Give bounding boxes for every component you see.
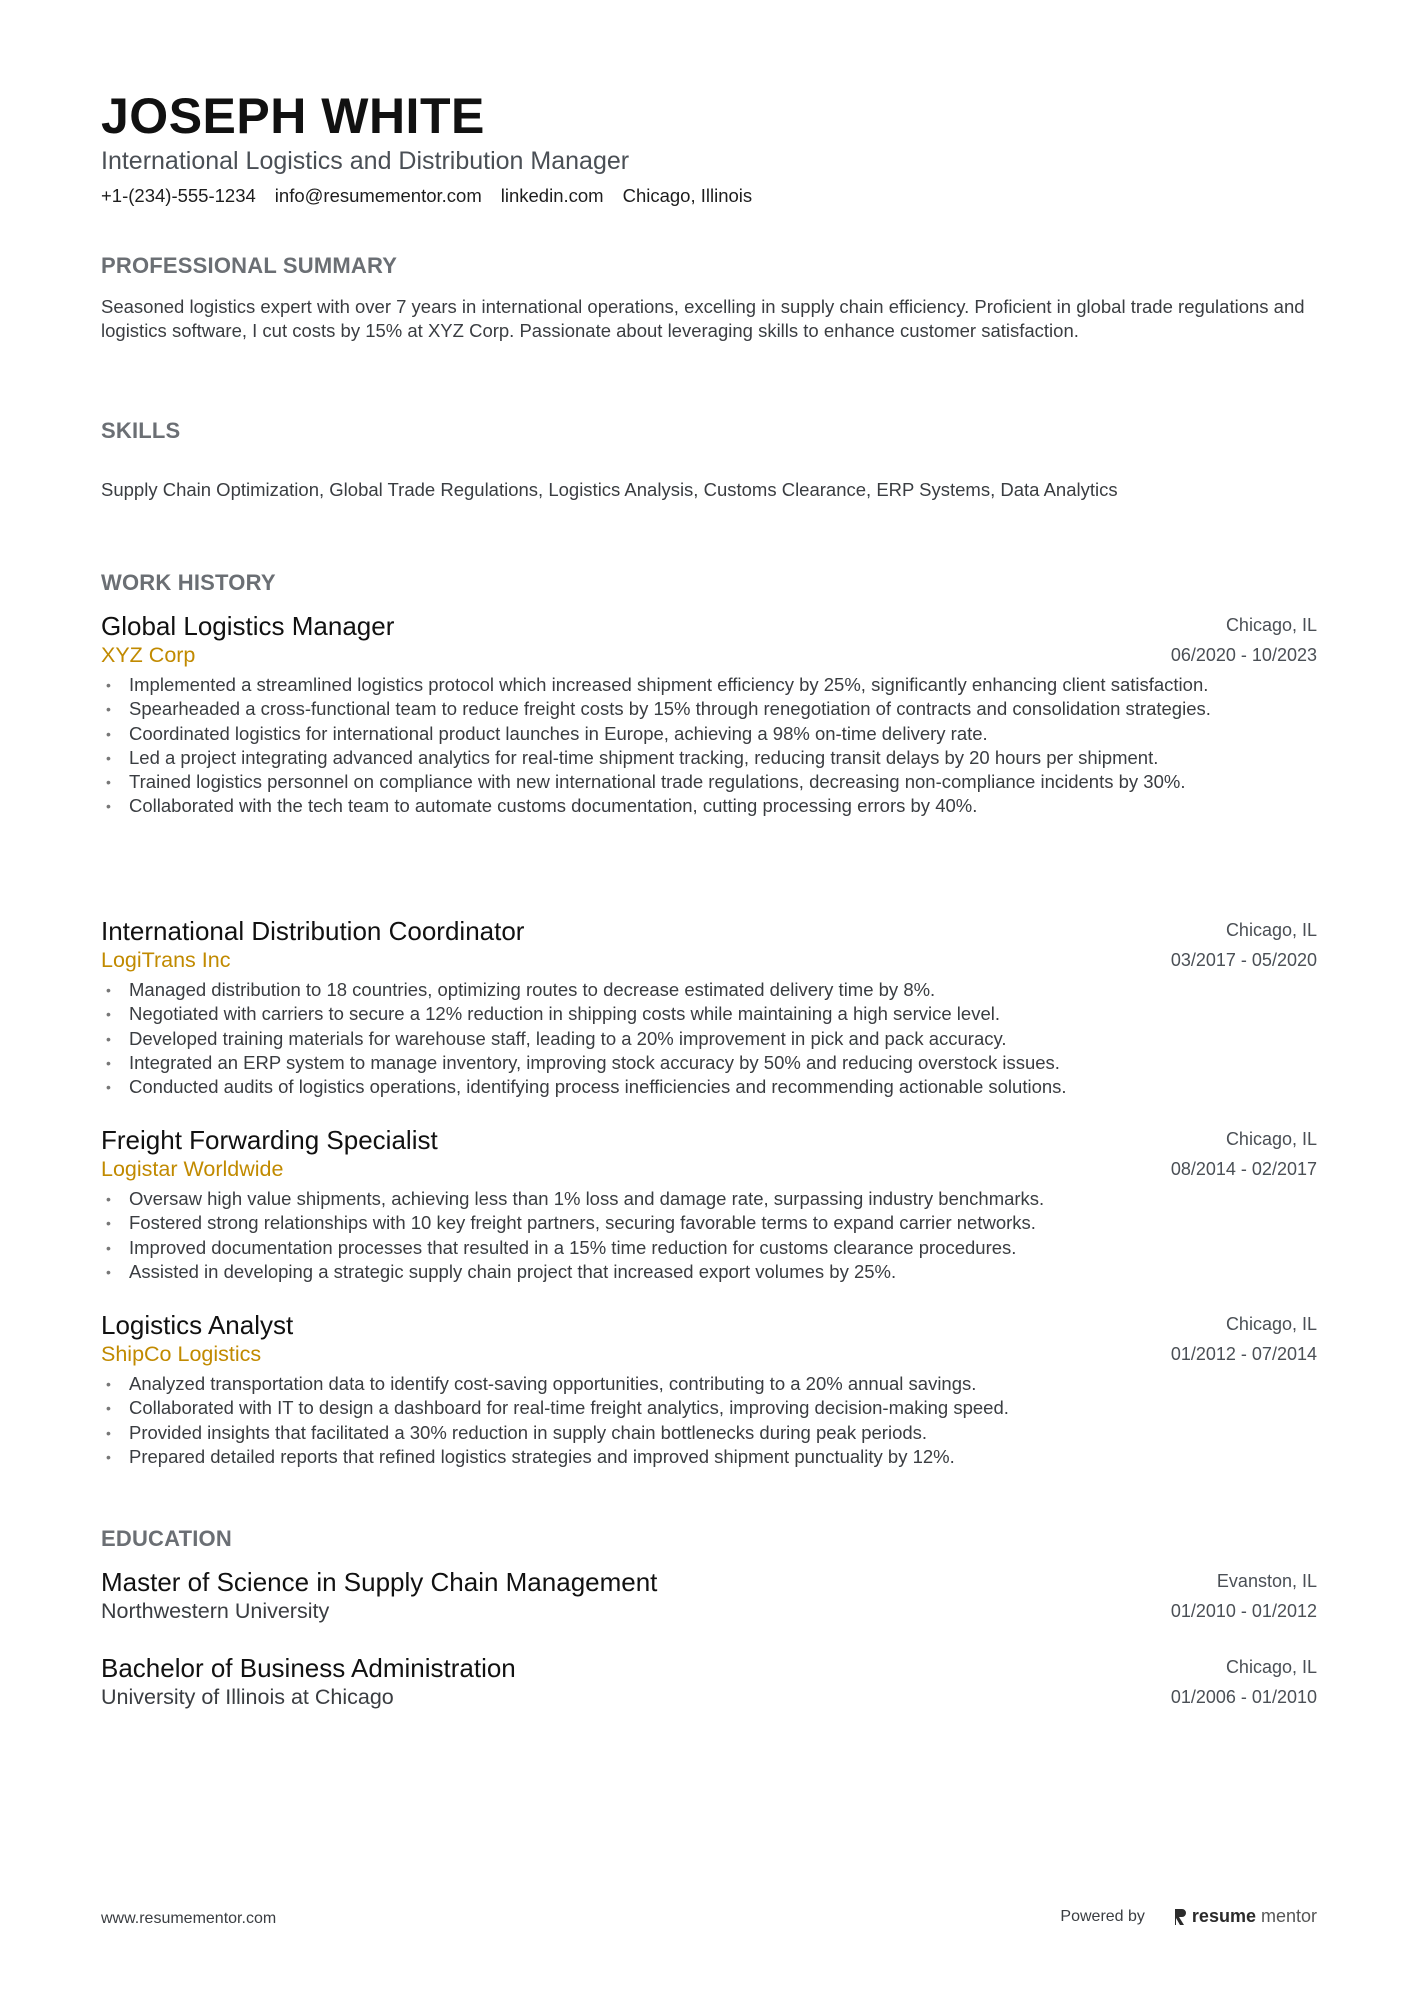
job-bullet: • Managed distribution to 18 countries, optimizing routes to decrease estimated delivery time by 8%.	[106, 979, 936, 1000]
job-bullets	[101, 978, 1317, 1099]
candidate-title: International Logistics and Distribution Manager	[101, 147, 630, 175]
edu-location: Evanston, IL	[1216, 1571, 1317, 1591]
job-bullet: • Prepared detailed reports that refined logistics strategies and improved shipment punctuality by 12%.	[106, 1445, 955, 1467]
job-bullets	[101, 1187, 1317, 1284]
job-bullet: • Trained logistics personnel on compliance with new international trade regulations, decreasing non-compliance incidents by 30%.	[106, 771, 1186, 793]
job-bullet: • Led a project integrating advanced analytics for real-time shipment tracking, reducing transit delays by 20 hours per shipment.	[106, 746, 1159, 768]
summary-heading: PROFESSIONAL SUMMARY	[101, 253, 398, 278]
education-heading: EDUCATION	[101, 1526, 232, 1551]
job-entry	[101, 1125, 1317, 1284]
contact-location: Chicago, Illinois	[622, 185, 753, 206]
job-dates: 08/2014 - 02/2017	[1170, 1158, 1317, 1179]
job-title: Global Logistics Manager	[101, 611, 395, 641]
contact-line	[101, 184, 752, 208]
job-bullet: • Negotiated with carriers to secure a 12% reduction in shipping costs while maintaining a high service level.	[106, 1003, 1000, 1025]
education-entry	[101, 1567, 1317, 1625]
job-company: Logistar Worldwide	[101, 1157, 284, 1181]
job-meta	[1171, 916, 1317, 975]
job-bullets	[101, 1372, 1317, 1469]
job-bullet: • Conducted audits of logistics operations, identifying process inefficiencies and recommending actionable solutions.	[106, 1076, 1067, 1098]
footer-branding	[1060, 1906, 1317, 1927]
skills-heading: SKILLS	[101, 418, 181, 443]
job-dates: 03/2017 - 05/2020	[1170, 949, 1317, 970]
candidate-name: JOSEPH WHITE	[101, 88, 485, 144]
job-bullet: • Spearheaded a cross-functional team to reduce freight costs by 15% through renegotiation of contracts and consolidation strategies.	[106, 698, 1211, 720]
job-entry	[101, 1310, 1317, 1469]
job-dates: 01/2012 - 07/2014	[1170, 1343, 1317, 1364]
edu-dates: 01/2006 - 01/2010	[1170, 1686, 1317, 1707]
job-bullet: • Analyzed transportation data to identify cost-saving opportunities, contributing to a 20% annual savings.	[106, 1373, 977, 1394]
job-bullet: • Integrated an ERP system to manage inventory, improving stock accuracy by 50% and reducing overstock issues.	[106, 1051, 1060, 1073]
job-meta	[1171, 1310, 1317, 1369]
job-location: Chicago, IL	[1225, 920, 1317, 940]
job-company: LogiTrans Inc	[101, 948, 231, 972]
job-company: ShipCo Logistics	[101, 1342, 262, 1366]
edu-school: University of Illinois at Chicago	[101, 1685, 394, 1709]
brand-name-bold: resume	[1191, 1906, 1256, 1926]
job-meta	[1171, 1125, 1317, 1184]
job-company: XYZ Corp	[101, 643, 196, 667]
job-bullet: • Collaborated with the tech team to automate customs documentation, cutting processing errors by 40%.	[106, 795, 978, 817]
brand-name-light: mentor	[1260, 1906, 1317, 1926]
job-bullet: • Collaborated with IT to design a dashboard for real-time freight analytics, improving decision-making speed.	[106, 1397, 1009, 1419]
education-entry	[101, 1653, 1317, 1711]
job-location: Chicago, IL	[1225, 1129, 1317, 1149]
job-location: Chicago, IL	[1225, 615, 1317, 635]
job-entry	[101, 611, 1317, 819]
job-bullet: • Developed training materials for warehouse staff, leading to a 20% improvement in pick and pack accuracy.	[106, 1027, 1007, 1049]
edu-dates: 01/2010 - 01/2012	[1170, 1600, 1317, 1621]
job-bullet: • Improved documentation processes that resulted in a 15% time reduction for customs clearance procedures.	[106, 1236, 1017, 1258]
resumementor-logo-icon	[1173, 1907, 1187, 1927]
job-title: International Distribution Coordinator	[101, 916, 525, 946]
brand-logo[interactable]	[1173, 1906, 1317, 1927]
job-bullet: • Fostered strong relationships with 10 key freight partners, securing favorable terms to expand carrier networks.	[106, 1212, 1036, 1234]
summary-text: Seasoned logistics expert with over 7 years in international operations, excelling in supply chain efficiency. Proficient in global trade regulations and logistics software, I cut costs by 15% at XYZ Corp. Passionate about leveraging skills to enhance customer satisfaction.	[101, 296, 1305, 342]
job-bullet: • Provided insights that facilitated a 30% reduction in supply chain bottlenecks during peak periods.	[106, 1421, 928, 1443]
edu-meta	[1171, 1653, 1317, 1712]
work-heading: WORK HISTORY	[101, 570, 276, 595]
edu-location: Chicago, IL	[1225, 1657, 1317, 1677]
job-bullets	[101, 673, 1317, 819]
contact-phone: +1-(234)-555-1234	[101, 185, 256, 206]
job-bullet: • Oversaw high value shipments, achieving less than 1% loss and damage rate, surpassing industry benchmarks.	[106, 1188, 1045, 1209]
edu-degree: Master of Science in Supply Chain Management	[101, 1567, 658, 1597]
job-bullet: • Coordinated logistics for international product launches in Europe, achieving a 98% on-time delivery rate.	[106, 722, 988, 744]
contact-email[interactable]: info@resumementor.com	[274, 185, 482, 206]
job-title: Freight Forwarding Specialist	[101, 1125, 438, 1155]
job-title: Logistics Analyst	[101, 1310, 294, 1340]
contact-linkedin[interactable]: linkedin.com	[500, 185, 604, 206]
footer-website[interactable]: www.resumementor.com	[101, 1910, 277, 1927]
skills-text: Supply Chain Optimization, Global Trade Regulations, Logistics Analysis, Customs Clearance, ERP Systems, Data Analytics	[101, 479, 1118, 500]
edu-meta	[1171, 1567, 1317, 1626]
job-bullet: • Implemented a streamlined logistics protocol which increased shipment efficiency by 25%, significantly enhancing client satisfaction.	[106, 674, 1209, 695]
job-entry	[101, 916, 1317, 1099]
job-dates: 06/2020 - 10/2023	[1170, 644, 1317, 665]
edu-school: Northwestern University	[101, 1599, 330, 1623]
job-location: Chicago, IL	[1225, 1314, 1317, 1334]
edu-degree: Bachelor of Business Administration	[101, 1653, 516, 1683]
job-meta	[1171, 611, 1317, 670]
powered-by-label: Powered by	[1060, 1907, 1145, 1925]
job-bullet: • Assisted in developing a strategic supply chain project that increased export volumes by 25%.	[106, 1260, 897, 1282]
